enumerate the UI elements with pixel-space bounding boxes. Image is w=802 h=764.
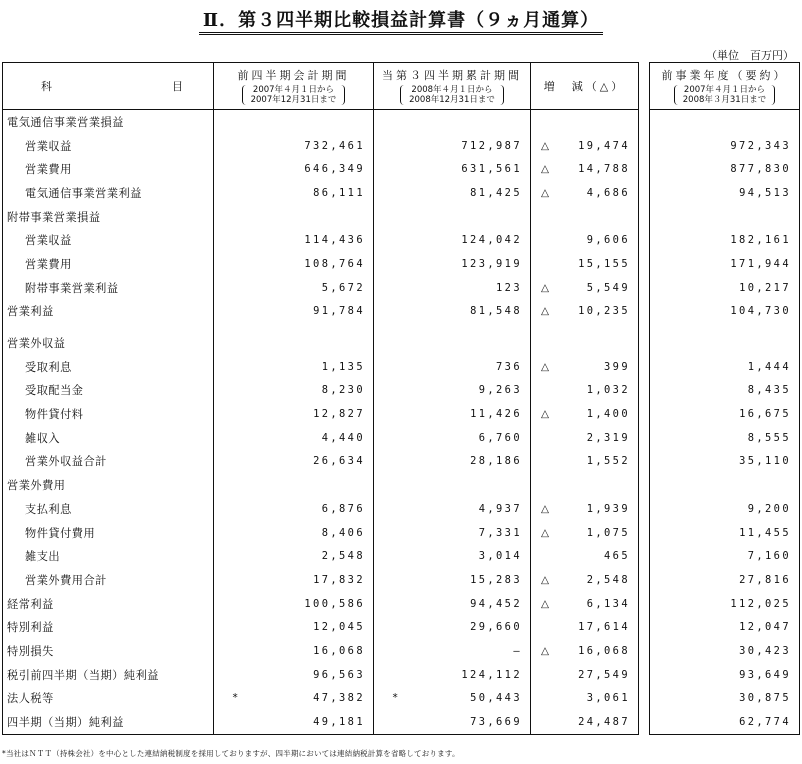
prior-fiscal-year-value (650, 663, 800, 687)
table-row (3, 663, 800, 687)
value: 6,876 (321, 502, 365, 515)
prior-fiscal-year-value (650, 687, 800, 711)
current-period-value (374, 450, 531, 474)
change-value (531, 205, 639, 229)
value: 1,400 (586, 408, 630, 421)
value: 16,068 (578, 644, 630, 657)
column-gap (639, 379, 650, 403)
current-period-value (374, 402, 531, 426)
row-label: 法人税等 (3, 687, 214, 711)
column-gap (639, 205, 650, 229)
current-period-value (374, 568, 531, 592)
value: 7,331 (478, 526, 522, 539)
prior-fiscal-year-value (650, 379, 800, 403)
value: 6,760 (478, 431, 522, 444)
column-gap (639, 252, 650, 276)
prior-fiscal-year-value (650, 134, 800, 158)
value: 877,830 (730, 163, 791, 176)
prior-period-value (214, 276, 374, 300)
prior-fiscal-year-value (650, 568, 800, 592)
prior-period-value (214, 134, 374, 158)
row-label: 附帯事業営業損益 (3, 205, 214, 229)
table-row (3, 568, 800, 592)
decrease-mark: △ (541, 360, 549, 373)
current-period-value (374, 426, 531, 450)
value: 81,425 (470, 186, 522, 199)
current-period-value (374, 497, 531, 521)
prior-period-value (214, 521, 374, 545)
value: 9,606 (586, 234, 630, 247)
table-row (3, 521, 800, 545)
prior-period-value (214, 497, 374, 521)
value: 28,186 (470, 455, 522, 468)
change-value (531, 710, 639, 734)
table-row (3, 615, 800, 639)
value: 30,423 (739, 644, 791, 657)
asterisk-mark: * (392, 692, 399, 705)
current-period-value (374, 473, 531, 497)
prior-period-value (214, 568, 374, 592)
value: 4,937 (478, 502, 522, 515)
prior-period-value (214, 157, 374, 181)
value: 171,944 (730, 257, 791, 270)
column-gap (639, 276, 650, 300)
row-label: 営業外収益 (3, 331, 214, 355)
column-gap (639, 450, 650, 474)
column-gap (639, 592, 650, 616)
row-label: 電気通信事業営業利益 (3, 181, 214, 205)
change-value (531, 615, 639, 639)
row-label: 雑収入 (3, 426, 214, 450)
value: 182,161 (730, 234, 791, 247)
value: ― (513, 644, 522, 657)
current-period-value (374, 710, 531, 734)
row-label: 特別利益 (3, 615, 214, 639)
prior-period-value (214, 228, 374, 252)
value: 8,555 (747, 431, 791, 444)
row-label: 営業収益 (3, 134, 214, 158)
value: 4,686 (586, 186, 630, 199)
value: 17,832 (313, 573, 365, 586)
current-period-value (374, 592, 531, 616)
value: 19,474 (578, 139, 630, 152)
prior-fiscal-year-value (650, 639, 800, 663)
value: 124,112 (461, 668, 522, 681)
decrease-mark: △ (541, 186, 549, 199)
value: 93,649 (739, 668, 791, 681)
row-label: 税引前四半期（当期）純利益 (3, 663, 214, 687)
decrease-mark: △ (541, 573, 549, 586)
value: 104,730 (730, 305, 791, 318)
prior-fiscal-year-value (650, 402, 800, 426)
prior-period-value (214, 544, 374, 568)
value: 47,382 (313, 692, 365, 705)
change-value (531, 450, 639, 474)
spacer-row (3, 323, 800, 331)
change-value (531, 663, 639, 687)
value: 1,032 (586, 384, 630, 397)
column-gap (639, 63, 650, 110)
change-value (531, 473, 639, 497)
row-label: 受取利息 (3, 355, 214, 379)
table-row (3, 544, 800, 568)
table-row (3, 276, 800, 300)
value: 100,586 (304, 597, 365, 610)
value: 712,987 (461, 139, 522, 152)
value: 17,614 (578, 621, 630, 634)
change-value (531, 402, 639, 426)
current-period-value (374, 157, 531, 181)
prior-period-value (214, 331, 374, 355)
value: 6,134 (586, 597, 630, 610)
decrease-mark: △ (541, 139, 549, 152)
change-value (531, 355, 639, 379)
column-gap (639, 110, 650, 134)
table-row (3, 426, 800, 450)
row-label: 受取配当金 (3, 379, 214, 403)
column-gap (639, 663, 650, 687)
value: 9,200 (747, 502, 791, 515)
column-gap (639, 615, 650, 639)
value: 86,111 (313, 186, 365, 199)
prior-fiscal-year-value (650, 615, 800, 639)
current-period-value (374, 205, 531, 229)
value: 11,426 (470, 408, 522, 421)
decrease-mark: △ (541, 305, 549, 318)
current-period-value (374, 252, 531, 276)
value: 123,919 (461, 257, 522, 270)
column-gap (639, 157, 650, 181)
change-value (531, 639, 639, 663)
value: 96,563 (313, 668, 365, 681)
change-value (531, 426, 639, 450)
prior-period-value (214, 450, 374, 474)
column-gap (639, 639, 650, 663)
prior-period-value (214, 639, 374, 663)
value: 465 (604, 550, 630, 563)
value: 50,443 (470, 692, 522, 705)
column-gap (639, 473, 650, 497)
column-gap (639, 710, 650, 734)
header-prior-period: 前四半期会計期間 2007年４月１日から 2007年12月31日まで (214, 63, 374, 110)
prior-period-value (214, 710, 374, 734)
value: 94,452 (470, 597, 522, 610)
table-row (3, 252, 800, 276)
value: 35,110 (739, 455, 791, 468)
prior-period-value (214, 252, 374, 276)
change-value (531, 134, 639, 158)
value: 7,160 (747, 550, 791, 563)
header-change: 増 減（△） (531, 63, 639, 110)
prior-period-value (214, 592, 374, 616)
value: 5,549 (586, 281, 630, 294)
table-row (3, 181, 800, 205)
column-gap (639, 228, 650, 252)
prior-fiscal-year-value (650, 450, 800, 474)
prior-period-value (214, 426, 374, 450)
change-value (531, 181, 639, 205)
row-label: 経常利益 (3, 592, 214, 616)
prior-period-value (214, 181, 374, 205)
value: 124,042 (461, 234, 522, 247)
value: 91,784 (313, 305, 365, 318)
table-row (3, 157, 800, 181)
prior-fiscal-year-value (650, 205, 800, 229)
change-value (531, 568, 639, 592)
current-period-value (374, 521, 531, 545)
value: 12,827 (313, 408, 365, 421)
column-gap (639, 687, 650, 711)
prior-period-value (214, 355, 374, 379)
row-label: 四半期（当期）純利益 (3, 710, 214, 734)
prior-fiscal-year-value (650, 181, 800, 205)
unit-label: （単位 百万円） (706, 49, 794, 62)
value: 81,548 (470, 305, 522, 318)
row-label: 営業利益 (3, 300, 214, 324)
value: 16,675 (739, 408, 791, 421)
change-value (531, 497, 639, 521)
row-label: 営業外収益合計 (3, 450, 214, 474)
change-value (531, 592, 639, 616)
value: 736 (496, 360, 522, 373)
current-period-value (374, 663, 531, 687)
prior-fiscal-year-value (650, 252, 800, 276)
prior-fiscal-year-value (650, 592, 800, 616)
value: 3,061 (586, 692, 630, 705)
table-row (3, 592, 800, 616)
current-period-value (374, 379, 531, 403)
current-period-value (374, 615, 531, 639)
current-period-value (374, 331, 531, 355)
value: 11,455 (739, 526, 791, 539)
prior-fiscal-year-value (650, 544, 800, 568)
decrease-mark: △ (541, 163, 549, 176)
change-value (531, 110, 639, 134)
value: 29,660 (470, 621, 522, 634)
value: 62,774 (739, 716, 791, 729)
prior-period-value (214, 687, 374, 711)
value: 8,230 (321, 384, 365, 397)
column-gap (639, 181, 650, 205)
value: 399 (604, 360, 630, 373)
table-row (3, 497, 800, 521)
prior-fiscal-year-value (650, 300, 800, 324)
value: 27,816 (739, 573, 791, 586)
header-prior-fiscal-year: 前事業年度（要約） 2007年４月１日から 2008年３月31日まで (650, 63, 800, 110)
table-row (3, 300, 800, 324)
value: 14,788 (578, 163, 630, 176)
value: 108,764 (304, 257, 365, 270)
current-period-value (374, 134, 531, 158)
header-account: 科 目 (3, 63, 214, 110)
column-gap (639, 544, 650, 568)
value: 1,075 (586, 526, 630, 539)
prior-period-value (214, 615, 374, 639)
value: 16,068 (313, 644, 365, 657)
column-gap (639, 521, 650, 545)
value: 2,548 (321, 550, 365, 563)
prior-fiscal-year-value (650, 473, 800, 497)
table-row (3, 639, 800, 663)
prior-fiscal-year-value (650, 110, 800, 134)
value: 1,552 (586, 455, 630, 468)
change-value (531, 276, 639, 300)
value: 8,406 (321, 526, 365, 539)
value: 73,669 (470, 716, 522, 729)
table-row (3, 331, 800, 355)
value: 30,875 (739, 692, 791, 705)
value: 123 (496, 281, 522, 294)
statement-body (3, 110, 800, 735)
column-gap (639, 300, 650, 324)
decrease-mark: △ (541, 502, 549, 515)
value: 49,181 (313, 716, 365, 729)
value: 27,549 (578, 668, 630, 681)
table-row (3, 402, 800, 426)
value: 2,319 (586, 431, 630, 444)
current-period-value (374, 687, 531, 711)
row-label: 附帯事業営業利益 (3, 276, 214, 300)
value: 3,014 (478, 550, 522, 563)
change-value (531, 521, 639, 545)
prior-period-value (214, 663, 374, 687)
prior-period-value (214, 379, 374, 403)
change-value (531, 379, 639, 403)
value: 5,672 (321, 281, 365, 294)
decrease-mark: △ (541, 644, 549, 657)
current-period-value (374, 228, 531, 252)
value: 10,235 (578, 305, 630, 318)
row-label: 営業外費用 (3, 473, 214, 497)
column-gap (639, 134, 650, 158)
value: 1,939 (586, 502, 630, 515)
row-label: 営業外費用合計 (3, 568, 214, 592)
asterisk-mark: * (232, 692, 239, 705)
table-row (3, 110, 800, 134)
column-gap (639, 402, 650, 426)
header-current-period: 当第３四半期累計期間 2008年４月１日から 2008年12月31日まで (374, 63, 531, 110)
table-row (3, 355, 800, 379)
value: 9,263 (478, 384, 522, 397)
prior-fiscal-year-value (650, 228, 800, 252)
table-row (3, 687, 800, 711)
change-value (531, 331, 639, 355)
row-label: 物件貸付費用 (3, 521, 214, 545)
value: 4,440 (321, 431, 365, 444)
row-label: 物件貸付料 (3, 402, 214, 426)
value: 24,487 (578, 716, 630, 729)
column-gap (639, 497, 650, 521)
current-period-value (374, 544, 531, 568)
value: 631,561 (461, 163, 522, 176)
column-gap (639, 331, 650, 355)
value: 112,025 (730, 597, 791, 610)
change-value (531, 157, 639, 181)
row-label: 電気通信事業営業損益 (3, 110, 214, 134)
prior-period-value (214, 473, 374, 497)
row-label: 支払利息 (3, 497, 214, 521)
value: 26,634 (313, 455, 365, 468)
prior-fiscal-year-value (650, 157, 800, 181)
column-gap (639, 355, 650, 379)
prior-period-value (214, 110, 374, 134)
row-label: 雑支出 (3, 544, 214, 568)
decrease-mark: △ (541, 526, 549, 539)
decrease-mark: △ (541, 408, 549, 421)
value: 1,135 (321, 360, 365, 373)
prior-fiscal-year-value (650, 426, 800, 450)
table-row (3, 205, 800, 229)
change-value (531, 687, 639, 711)
table-row (3, 473, 800, 497)
value: 732,461 (304, 139, 365, 152)
row-label: 営業費用 (3, 157, 214, 181)
prior-fiscal-year-value (650, 276, 800, 300)
prior-period-value (214, 402, 374, 426)
value: 972,343 (730, 139, 791, 152)
page-title: Ⅱ．第３四半期比較損益計算書（９ヵ月通算） (0, 6, 802, 32)
prior-fiscal-year-value (650, 331, 800, 355)
column-gap (639, 568, 650, 592)
value: 8,435 (747, 384, 791, 397)
value: 2,548 (586, 573, 630, 586)
change-value (531, 228, 639, 252)
change-value (531, 252, 639, 276)
income-statement-table (2, 62, 800, 735)
table-row (3, 228, 800, 252)
value: 15,283 (470, 573, 522, 586)
current-period-value (374, 639, 531, 663)
value: 94,513 (739, 186, 791, 199)
table-row (3, 710, 800, 734)
current-period-value (374, 110, 531, 134)
value: 12,045 (313, 621, 365, 634)
current-period-value (374, 276, 531, 300)
value: 12,047 (739, 621, 791, 634)
table-row (3, 450, 800, 474)
column-gap (639, 426, 650, 450)
decrease-mark: △ (541, 597, 549, 610)
footnote: *当社はＮＴＴ（持株会社）を中心とした連結納税制度を採用しておりますが、四半期においては連結納税計算を省略しております。 (2, 749, 460, 758)
prior-period-value (214, 300, 374, 324)
current-period-value (374, 181, 531, 205)
change-value (531, 300, 639, 324)
prior-fiscal-year-value (650, 497, 800, 521)
prior-fiscal-year-value (650, 355, 800, 379)
value: 1,444 (747, 360, 791, 373)
change-value (531, 544, 639, 568)
value: 646,349 (304, 163, 365, 176)
row-label: 特別損失 (3, 639, 214, 663)
prior-fiscal-year-value (650, 710, 800, 734)
current-period-value (374, 300, 531, 324)
value: 15,155 (578, 257, 630, 270)
current-period-value (374, 355, 531, 379)
table-row (3, 134, 800, 158)
row-label: 営業費用 (3, 252, 214, 276)
value: 10,217 (739, 281, 791, 294)
decrease-mark: △ (541, 281, 549, 294)
value: 114,436 (304, 234, 365, 247)
table-row (3, 379, 800, 403)
row-label: 営業収益 (3, 228, 214, 252)
prior-fiscal-year-value (650, 521, 800, 545)
prior-period-value (214, 205, 374, 229)
